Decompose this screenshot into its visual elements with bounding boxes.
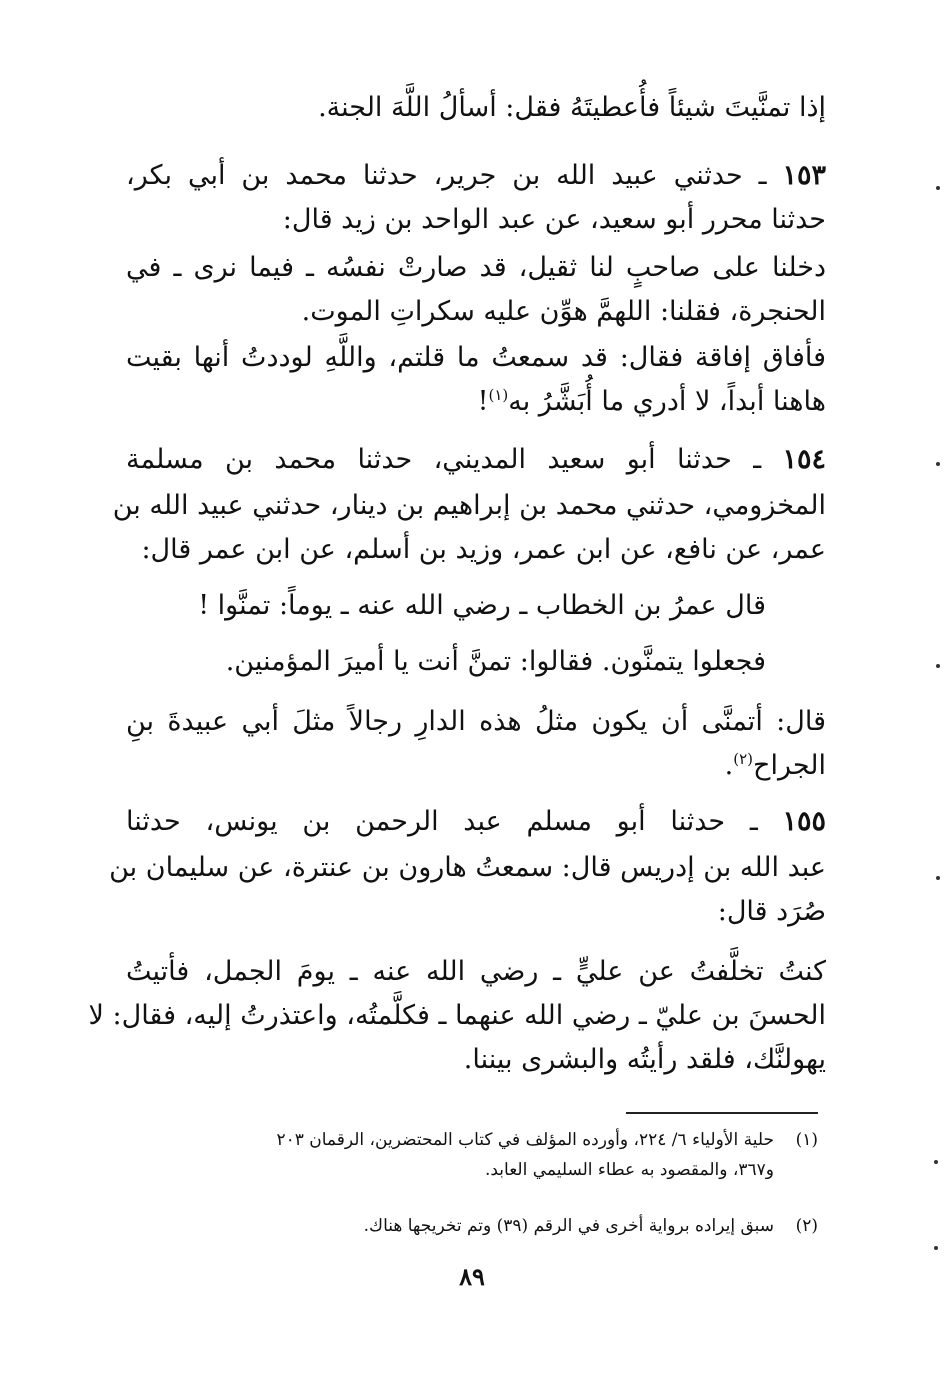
text-line: دخلنا على صاحبٍ لنا ثقيل، قد صارتْ نفسُه ـ فيما نرى ـ في	[126, 252, 826, 283]
entry-153-line: ١٥٣ ـ حدثني عبيد الله بن جرير، حدثنا محمد بن أبي بكر،	[126, 160, 826, 191]
text-line: المخزومي، حدثني محمد بن إبراهيم بن دينار، حدثني عبيد الله بن	[112, 490, 826, 521]
entry-154-line: ١٥٤ ـ حدثنا أبو سعيد المديني، حدثنا محمد بن مسلمة	[126, 444, 827, 475]
text-line: الحسنَ بن عليّ ـ رضي الله عنهما ـ فكلَّمتُه، واعتذرتُ إليه، فقال: لا	[88, 1000, 826, 1031]
text-line: صُرَد قال:	[717, 896, 826, 927]
margin-mark	[936, 186, 940, 190]
footnote-1-continuation: و٣٦٧، والمقصود به عطاء السليمي العابد.	[484, 1160, 774, 1180]
margin-mark	[934, 1160, 938, 1164]
text-line: الجراح$^{(٢)}$.	[724, 750, 826, 781]
margin-mark	[936, 876, 940, 880]
text-line: إذا تمنَّيتَ شيئاً فأُعطيتَهُ فقل: أسألُ اللَّهَ الجنة.	[318, 92, 826, 123]
margin-mark	[936, 462, 940, 466]
text-line: فأفاق إفاقة فقال: قد سمعتُ ما قلتم، واللَّهِ لوددتُ أنها بقيت	[126, 342, 826, 373]
footnote-divider	[626, 1112, 818, 1114]
text-line: قال: أتمنَّى أن يكون مثلُ هذه الدارِ رجالاً مثلَ أبي عبيدةَ بنِ	[126, 706, 826, 737]
footnote-mark: (٢)	[795, 1216, 818, 1236]
footnote-1: (١)حلية الأولياء ٦/ ٢٢٤، وأورده المؤلف في كتاب المحتضرين، الرقمان ٢٠٣	[128, 1126, 818, 1154]
margin-mark	[934, 1246, 938, 1250]
entry-155-line: ١٥٥ ـ حدثنا أبو مسلم عبد الرحمن بن يونس، حدثنا	[126, 806, 826, 837]
entry-number: ١٥٥	[782, 806, 826, 837]
text-line: عمر، عن نافع، عن ابن عمر، وزيد بن أسلم، عن ابن عمر قال:	[141, 534, 826, 565]
entry-number: ١٥٣	[782, 160, 826, 191]
text-line: حدثنا محرر أبو سعيد، عن عبد الواحد بن زيد قال:	[282, 204, 826, 235]
footnote-ref: (٢)	[733, 750, 754, 768]
text-line: يهولنَّك، فلقد رأيتُه والبشرى بيننا.	[463, 1044, 826, 1075]
page-number: ٨٩	[459, 1262, 485, 1291]
text-line: عبد الله بن إدريس قال: سمعتُ هارون بن عنترة، عن سليمان بن	[109, 852, 826, 883]
text-line: فجعلوا يتمنَّون. فقالوا: تمنَّ أنت يا أميرَ المؤمنين.	[225, 646, 766, 677]
footnote-mark: (١)	[795, 1130, 818, 1150]
text-line: كنتُ تخلَّفتُ عن عليٍّ ـ رضي الله عنه ـ يومَ الجمل، فأتيتُ	[126, 956, 826, 987]
footnote-ref: (١)	[488, 386, 509, 404]
footnote-2: (٢)سبق إيراده برواية أخرى في الرقم (٣٩) وتم تخريجها هناك.	[128, 1212, 818, 1240]
text-line: قال عمرُ بن الخطاب ـ رضي الله عنه ـ يوماً: تمنَّوا !	[198, 590, 766, 621]
text-line: الحنجرة، فقلنا: اللهمَّ هوِّن عليه سكراتِ الموت.	[301, 296, 826, 327]
entry-number: ١٥٤	[782, 444, 827, 475]
margin-mark	[936, 664, 940, 668]
text-line: هاهنا أبداً، لا أدري ما أُبَشَّرُ به$^{(١)}$!	[477, 386, 826, 417]
